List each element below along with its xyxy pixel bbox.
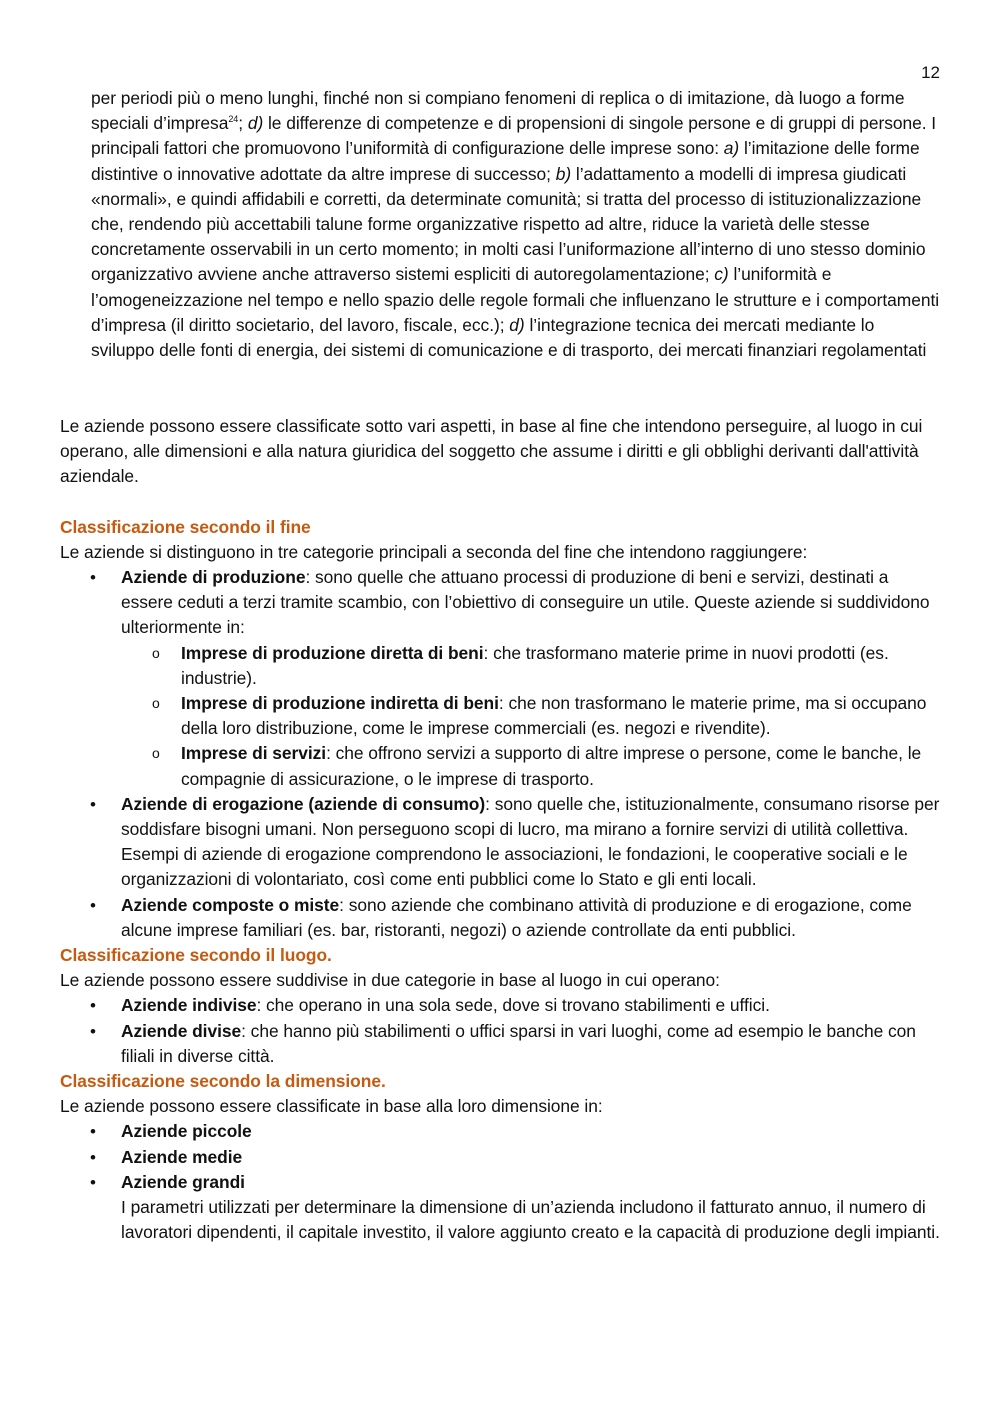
- list-item: [60, 1019, 940, 1069]
- list-item-term: Aziende indivise: [121, 995, 257, 1016]
- list-item: [60, 993, 940, 1018]
- quote-text: l’integrazione tecnica dei mercati mediante lo sviluppo delle fonti di energia, dei sistemi di comunicazione e di trasporto, dei mercati finanziari regolamentati: [91, 314, 927, 361]
- list-item-text: : che non trasformano le materie prime, ma si occupano della loro distribuzione, come le imprese commerciali (es. negozi e rivendite).: [181, 693, 927, 739]
- list-item-term: Imprese di servizi: [181, 743, 327, 764]
- quote-text: le differenze di competenze e di propensioni di singole persone e di gruppi di persone. I principali fattori che promuovono l’uniformità di configurazione delle imprese sono:: [91, 113, 937, 159]
- sub-list-item: [121, 741, 940, 791]
- list-item: [60, 1170, 940, 1246]
- sub-list: [121, 641, 940, 792]
- list-item-term: Imprese di produzione diretta di beni: [181, 642, 484, 663]
- sub-list-item: [121, 641, 940, 691]
- indented-quote-paragraph: [91, 86, 941, 363]
- list-item-term: Imprese di produzione indiretta di beni: [181, 693, 499, 714]
- page-number: 12: [921, 63, 940, 82]
- bullet-list: [60, 565, 940, 943]
- section-intro: Le aziende si distinguono in tre categorie principali a seconda del fine che intendono raggiungere:: [60, 541, 808, 562]
- enumerator: d): [509, 314, 525, 335]
- quote-text: l’uniformità e l’omogeneizzazione nel tempo e nello spazio delle regole formali che influenzano le strutture e i comportamenti d’impresa (il diritto societario, del lavoro, fiscale, ecc.);: [91, 264, 940, 335]
- enumerator: a): [723, 138, 740, 159]
- list-item-text: : sono aziende che combinano attività di produzione e di erogazione, come alcune imprese familiari (es. bar, ristoranti, negozi) o aziende controllate da enti pubblici.: [121, 894, 912, 940]
- quote-text: per periodi più o meno lunghi, finché non si compiano fenomeni di replica o di imitazione, dà luogo a forme speciali d’impresa: [91, 88, 905, 134]
- main-content: [60, 414, 940, 1246]
- sub-list-item: [121, 691, 940, 741]
- list-item-text: : sono quelle che, istituzionalmente, consumano risorse per soddisfare bisogni umani. Non perseguono scopi di lucro, ma mirano a fornire servizi di utilità collettiva. Esempi di aziende di erogazione comprendono le associazioni, le fondazioni, le cooperative sociali e le organizzazioni di volontariato, così come enti pubblici come lo Stato e gli enti locali.: [121, 793, 940, 890]
- bullet-list: [60, 993, 940, 1069]
- list-item-term: Aziende di produzione: [121, 567, 306, 588]
- list-item-term: Aziende di erogazione (aziende di consumo): [121, 793, 486, 814]
- list-item-term: Aziende medie: [121, 1146, 243, 1167]
- enumerator: d): [247, 113, 264, 134]
- quote-text: ;: [238, 113, 248, 134]
- section-heading-dimensione: Classificazione secondo la dimensione.: [60, 1071, 386, 1092]
- list-item-term: Aziende divise: [121, 1020, 242, 1041]
- list-item: [60, 565, 940, 792]
- quote-text: l’adattamento a modelli di impresa giudicati «normali», e quindi affidabili e corretti, da determinate comunità; si tratta del processo di istituzionalizzazione che, rendendo più accettabili talune forme organizzative rispetto ad altre, riduce la varietà delle stesse concretamente osservabili in un certo momento; in molti casi l’uniformazione all’interno di uno stesso dominio organizzativo avviene anche attraverso sistemi espliciti di autoregolamentazione;: [91, 163, 926, 285]
- list-item-term: Aziende piccole: [121, 1121, 252, 1142]
- list-item: [60, 1145, 940, 1170]
- spacer: [60, 490, 940, 515]
- list-item: [60, 893, 940, 943]
- list-item-text: : che operano in una sola sede, dove si trovano stabilimenti e uffici.: [256, 995, 770, 1016]
- list-item-term: Aziende grandi: [121, 1171, 245, 1192]
- intro-paragraph: Le aziende possono essere classificate sotto vari aspetti, in base al fine che intendono perseguire, al luogo in cui operano, alle dimensioni e alla natura giuridica del soggetto che assume i diritti e gli obblighi derivanti dall'attività aziendale.: [60, 416, 923, 487]
- dimension-note: I parametri utilizzati per determinare la dimensione di un’azienda includono il fatturato annuo, il numero di lavoratori dipendenti, il capitale investito, il valore aggiunto creato e la capacità di produzione degli impianti.: [121, 1197, 940, 1243]
- list-item: [60, 1119, 940, 1144]
- section-intro: Le aziende possono essere classificate in base alla loro dimensione in:: [60, 1096, 603, 1117]
- footnote-reference: 24: [228, 114, 239, 125]
- list-item-text: : che offrono servizi a supporto di altre imprese o persone, come le banche, le compagnie di assicurazione, o le imprese di trasporto.: [181, 743, 922, 789]
- list-item-text: : sono quelle che attuano processi di produzione di beni e servizi, destinati a essere ceduti a terzi tramite scambio, con l’obiettivo di conseguire un utile. Queste aziende si suddividono ulteriormente in:: [121, 567, 930, 638]
- list-item-text: : che trasformano materie prime in nuovi prodotti (es. industrie).: [181, 642, 889, 688]
- enumerator: c): [714, 264, 729, 285]
- quote-text: l’imitazione delle forme distintive o innovative adottate da altre imprese di successo;: [91, 138, 920, 184]
- list-item: [60, 792, 940, 893]
- list-item-text: : che hanno più stabilimenti o uffici sparsi in vari luoghi, come ad esempio le banche con filiali in diverse città.: [121, 1020, 916, 1066]
- list-item-term: Aziende composte o miste: [121, 894, 340, 915]
- bullet-list: [60, 1119, 940, 1245]
- enumerator: b): [555, 163, 572, 184]
- section-heading-luogo: Classificazione secondo il luogo.: [60, 945, 332, 966]
- section-intro: Le aziende possono essere suddivise in due categorie in base al luogo in cui operano:: [60, 970, 720, 991]
- section-heading-fine: Classificazione secondo il fine: [60, 516, 311, 537]
